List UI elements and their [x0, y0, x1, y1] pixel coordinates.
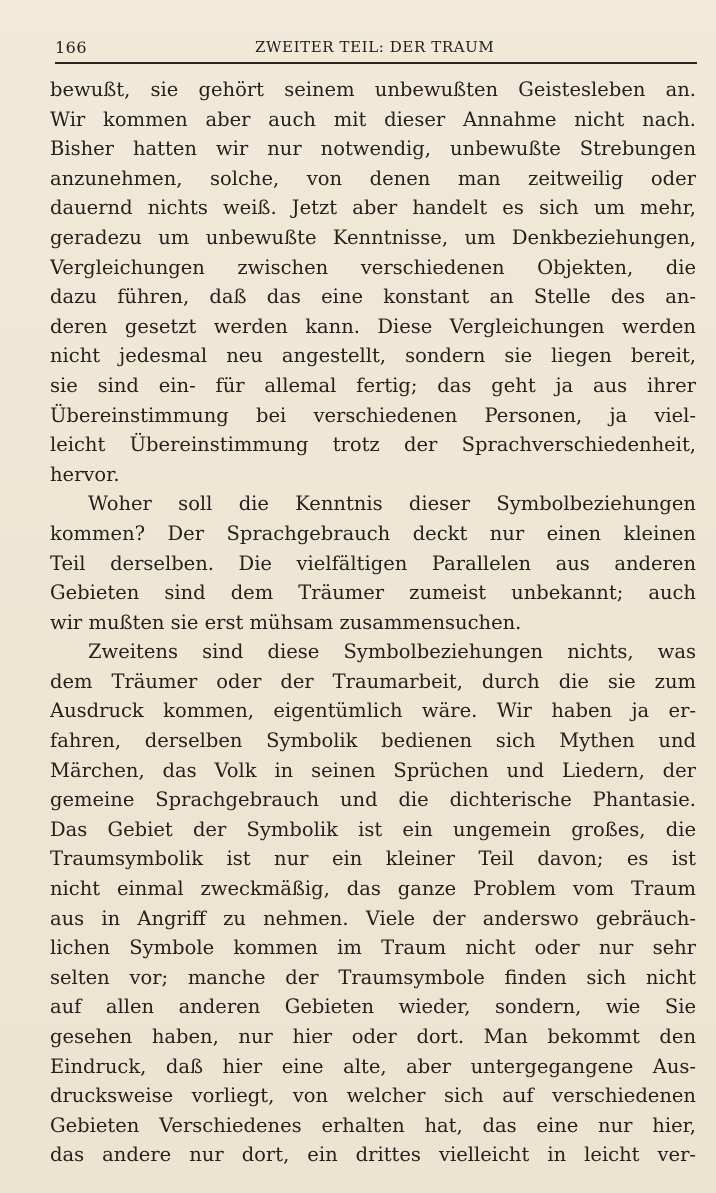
text-line: Ausdruck kommen, eigentümlich wäre. Wir haben ja er-	[50, 699, 696, 723]
text-line: wir mußten sie erst mühsam zusammensuchen.	[50, 610, 522, 634]
paragraph	[50, 75, 696, 489]
text-line: gesehen haben, nur hier oder dort. Man bekommt den	[50, 1025, 696, 1048]
text-line: deren gesetzt werden kann. Diese Vergleichungen werden	[50, 314, 696, 338]
text-line: Vergleichungen zwischen verschiedenen Objekten, die	[50, 255, 696, 279]
text-line: Eindruck, daß hier eine alte, aber untergegangene Aus-	[50, 1054, 696, 1078]
text-line: nicht jedesmal neu angestellt, sondern sie liegen bereit,	[50, 344, 696, 368]
text-line: anzunehmen, solche, von denen man zeitweilig oder	[50, 166, 696, 190]
text-line: dem Träumer oder der Traumarbeit, durch die sie zum	[50, 669, 696, 693]
text-line: drucksweise vorliegt, von welcher sich auf verschiedenen	[50, 1084, 696, 1108]
text-line: Wir kommen aber auch mit dieser Annahme nicht nach.	[50, 107, 696, 131]
text-line: gemeine Sprachgebrauch und die dichterische Phantasie.	[50, 788, 696, 812]
text-line: Märchen, das Volk in seinen Sprüchen und Liedern, der	[50, 758, 696, 782]
text-line: dazu führen, daß das eine konstant an Stelle des an-	[50, 285, 696, 309]
text-line: das andere nur dort, ein drittes vielleicht in leicht ver-	[50, 1143, 696, 1167]
page-number: 166	[55, 38, 88, 57]
text-line: bewußt, sie gehört seinem unbewußten Geistesleben an.	[50, 78, 696, 101]
text-line: kommen? Der Sprachgebrauch deckt nur einen kleinen	[50, 521, 696, 545]
body-text	[50, 75, 696, 1170]
text-line: Woher soll die Kenntnis dieser Symbolbeziehungen	[88, 492, 696, 516]
text-line: Bisher hatten wir nur notwendig, unbewußte Strebungen	[50, 137, 696, 161]
text-line: selten vor; manche der Traumsymbole finden sich nicht	[50, 965, 696, 989]
page-header	[55, 36, 697, 64]
running-head: ZWEITER TEIL: DER TRAUM	[255, 38, 495, 56]
paragraph	[50, 489, 696, 637]
text-line: lichen Symbole kommen im Traum nicht oder nur sehr	[50, 936, 696, 960]
text-line: auf allen anderen Gebieten wieder, sondern, wie Sie	[50, 995, 696, 1019]
text-line: Das Gebiet der Symbolik ist ein ungemein großes, die	[50, 817, 696, 841]
text-line: fahren, derselben Symbolik bedienen sich Mythen und	[50, 729, 696, 753]
text-line: Übereinstimmung bei verschiedenen Personen, ja viel-	[50, 403, 696, 427]
text-line: Gebieten sind dem Träumer zumeist unbekannt; auch	[50, 581, 696, 605]
text-line: aus in Angriff zu nehmen. Viele der anderswo gebräuch-	[50, 906, 696, 930]
text-line: Teil derselben. Die vielfältigen Parallelen aus anderen	[50, 551, 696, 575]
text-line: leicht Übereinstimmung trotz der Sprachverschiedenheit,	[50, 433, 696, 457]
paragraph	[50, 637, 696, 1170]
text-line: hervor.	[50, 462, 120, 486]
text-line: dauernd nichts weiß. Jetzt aber handelt es sich um mehr,	[50, 196, 696, 220]
text-line: Traumsymbolik ist nur ein kleiner Teil davon; es ist	[50, 847, 696, 871]
text-line: Gebieten Verschiedenes erhalten hat, das eine nur hier,	[50, 1113, 696, 1137]
text-line: geradezu um unbewußte Kenntnisse, um Denkbeziehungen,	[50, 225, 696, 249]
text-line: Zweitens sind diese Symbolbeziehungen nichts, was	[88, 640, 696, 664]
text-line: sie sind ein- für allemal fertig; das geht ja aus ihrer	[50, 373, 696, 397]
text-line: nicht einmal zweckmäßig, das ganze Problem vom Traum	[50, 877, 696, 901]
